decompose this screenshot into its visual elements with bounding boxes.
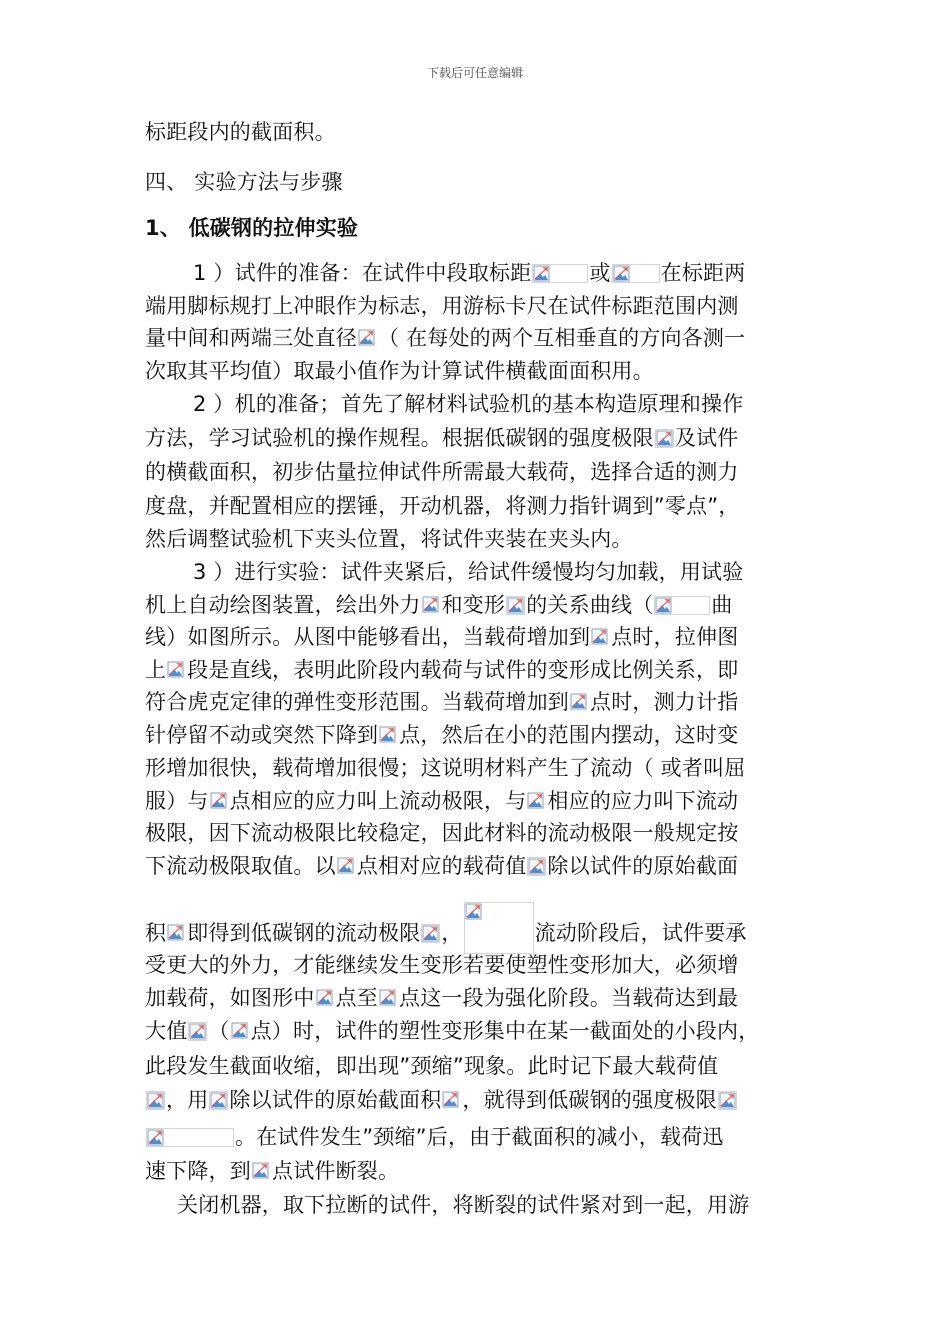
page-header: 下载后可任意编辑 bbox=[426, 66, 523, 80]
text-run: 量中间和两端三处直径 bbox=[145, 326, 357, 350]
text-line bbox=[177, 1190, 749, 1220]
text-line bbox=[145, 753, 745, 783]
text-run: （ bbox=[208, 1019, 230, 1043]
text-line bbox=[145, 786, 738, 816]
text-run: 针停留不动或突然下降到 bbox=[145, 723, 379, 747]
broken-image-icon bbox=[421, 924, 440, 943]
text-run: 即得到低碳钢的流动极限 bbox=[187, 921, 421, 945]
broken-image-icon bbox=[379, 726, 398, 745]
text-line bbox=[145, 1016, 759, 1046]
text-run: 极限，因下流动极限比较稳定，因此材料的流动极限一般规定按 bbox=[145, 821, 739, 845]
broken-image-icon bbox=[337, 857, 356, 876]
text-run: 的关系曲线（ bbox=[526, 593, 654, 617]
text-run: 形增加很快，载荷增加很慢；这说明材料产生了流动（ 或者叫屈 bbox=[145, 756, 746, 780]
broken-image-icon bbox=[252, 1162, 271, 1181]
text-line bbox=[145, 590, 733, 620]
text-line bbox=[145, 457, 739, 487]
broken-image-icon bbox=[146, 1091, 165, 1110]
text-run: 点时，测力计指 bbox=[590, 690, 739, 714]
text-line bbox=[145, 720, 738, 750]
text-run: ，用 bbox=[166, 1088, 209, 1112]
text-run: 点）时，试件的塑性变形集中在某一截面处的小段内， bbox=[250, 1019, 760, 1043]
text-line bbox=[193, 557, 743, 587]
broken-image-icon bbox=[358, 329, 377, 348]
text-line bbox=[145, 818, 739, 848]
text-run: 符合虎克定律的弹性变形范围。当载荷增加到 bbox=[145, 690, 569, 714]
text-run: 流动阶段后，试件要承 bbox=[534, 921, 747, 945]
text-run: 机上自动绘图装置，绘出外力 bbox=[145, 593, 421, 617]
broken-image-icon bbox=[506, 596, 525, 615]
text-run: 服）与 bbox=[145, 789, 209, 813]
text-run: 点，然后在小的范围内摆动，这时变 bbox=[399, 723, 739, 747]
text-line bbox=[145, 356, 654, 386]
text-line bbox=[145, 687, 738, 717]
broken-image-icon bbox=[464, 902, 534, 954]
broken-image-icon bbox=[422, 596, 441, 615]
broken-image-icon bbox=[231, 1022, 250, 1041]
broken-image-icon bbox=[210, 792, 229, 811]
text-run: 2 ）机的准备；首先了解材料试验机的基本构造原理和操作 bbox=[193, 392, 744, 416]
text-run: 大值 bbox=[145, 1019, 188, 1043]
broken-image-icon bbox=[209, 1091, 228, 1110]
text-run: 曲 bbox=[711, 593, 733, 617]
text-line bbox=[145, 524, 633, 554]
text-run: 点这一段为强化阶段。当载荷达到最 bbox=[399, 986, 739, 1010]
broken-image-icon bbox=[612, 264, 660, 283]
text-line bbox=[145, 491, 740, 521]
text-line bbox=[145, 1156, 399, 1186]
subsection-heading bbox=[145, 213, 358, 243]
broken-image-icon bbox=[316, 989, 335, 1008]
text-line bbox=[193, 389, 743, 419]
section-heading bbox=[145, 167, 343, 197]
text-line bbox=[145, 1051, 718, 1081]
text-run: 1、 低碳钢的拉伸实验 bbox=[145, 216, 359, 240]
broken-image-icon bbox=[532, 264, 588, 283]
text-line bbox=[145, 323, 745, 353]
text-line bbox=[145, 1122, 724, 1152]
text-line bbox=[145, 851, 738, 881]
text-run: 及试件 bbox=[674, 426, 739, 450]
text-line bbox=[145, 291, 739, 321]
text-run: 四、 实验方法与步骤 bbox=[145, 170, 343, 194]
broken-image-icon bbox=[655, 429, 674, 448]
text-run: 积 bbox=[145, 921, 167, 945]
text-run: 除以试件的原始截面积 bbox=[229, 1088, 442, 1112]
text-run: ，就得到低碳钢的强度极限 bbox=[462, 1088, 717, 1112]
broken-image-icon bbox=[167, 661, 186, 680]
text-run: 点试件断裂。 bbox=[272, 1159, 400, 1183]
broken-image-icon bbox=[591, 628, 610, 647]
text-line bbox=[145, 902, 747, 954]
text-run: 3 ）进行实验：试件夹紧后，给试件缓慢均匀加载，用试验 bbox=[193, 560, 744, 584]
text-run: 次取其平均值）取最小值作为计算试件横截面面积用。 bbox=[145, 359, 654, 383]
broken-image-icon bbox=[442, 1091, 461, 1110]
text-run: 标距段内的截面积。 bbox=[145, 120, 336, 144]
broken-image-icon bbox=[527, 857, 546, 876]
text-run: 相应的应力叫下流动 bbox=[547, 789, 739, 813]
text-run: 点相应的应力叫上流动极限，与 bbox=[229, 789, 527, 813]
broken-image-icon bbox=[718, 1091, 737, 1110]
text-run: 点至 bbox=[335, 986, 379, 1010]
text-run: （ 在每处的两个互相垂直的方向各测一 bbox=[378, 326, 746, 350]
text-run: 速下降，到 bbox=[145, 1159, 251, 1183]
text-line bbox=[145, 423, 738, 453]
text-run: 在标距两 bbox=[660, 261, 746, 285]
text-run: 和变形 bbox=[441, 593, 506, 617]
text-run: 的横截面积，初步估量拉伸试件所需最大载荷，选择合适的测力 bbox=[145, 460, 739, 484]
text-run: 方法，学习试验机的操作规程。根据低碳钢的强度极限 bbox=[145, 426, 654, 450]
text-run: 线）如图所示。从图中能够看出，当载荷增加到 bbox=[145, 625, 591, 649]
broken-image-icon bbox=[188, 1022, 207, 1041]
text-run: 段是直线，表明此阶段内载荷与试件的变形成比例关系，即 bbox=[187, 658, 739, 682]
text-run: 受更大的外力，才能继续发生变形若要使塑性变形加大，必须增 bbox=[145, 953, 739, 977]
text-run: 。在试件发生”颈缩”后，由于截面积的减小，载荷迅 bbox=[235, 1125, 724, 1149]
text-run: 度盘，并配置相应的摆锤，开动机器，将测力指针调到”零点”， bbox=[145, 494, 740, 518]
text-line bbox=[193, 258, 745, 288]
text-run: 上 bbox=[145, 658, 167, 682]
text-run: ， bbox=[441, 921, 463, 945]
text-run: 然后调整试验机下夹头位置，将试件夹装在夹头内。 bbox=[145, 527, 633, 551]
text-line bbox=[145, 655, 738, 685]
text-run: 下流动极限取值。以 bbox=[145, 854, 336, 878]
text-run: 除以试件的原始截面 bbox=[547, 854, 739, 878]
broken-image-icon bbox=[654, 596, 710, 615]
broken-image-icon bbox=[570, 693, 589, 712]
text-run: 关闭机器，取下拉断的试件，将断裂的试件紧对到一起，用游 bbox=[177, 1193, 750, 1217]
text-run: 此段发生截面收缩，即出现”颈缩”现象。此时记下最大载荷值 bbox=[145, 1054, 719, 1078]
text-run: 加载荷，如图形中 bbox=[145, 986, 315, 1010]
text-line bbox=[145, 117, 336, 147]
text-run: 端用脚标规打上冲眼作为标志，用游标卡尺在试件标距范围内测 bbox=[145, 294, 739, 318]
text-line bbox=[145, 983, 738, 1013]
broken-image-icon bbox=[146, 1128, 234, 1147]
text-run: 或 bbox=[589, 261, 611, 285]
text-line bbox=[145, 950, 739, 980]
text-run: 点时，拉伸图 bbox=[611, 625, 739, 649]
text-line bbox=[145, 1085, 738, 1115]
broken-image-icon bbox=[527, 792, 546, 811]
text-line bbox=[145, 622, 738, 652]
text-run: 1 ）试件的准备：在试件中段取标距 bbox=[193, 261, 532, 285]
broken-image-icon bbox=[167, 924, 186, 943]
broken-image-icon bbox=[379, 989, 398, 1008]
text-run: 点相对应的载荷值 bbox=[356, 854, 527, 878]
